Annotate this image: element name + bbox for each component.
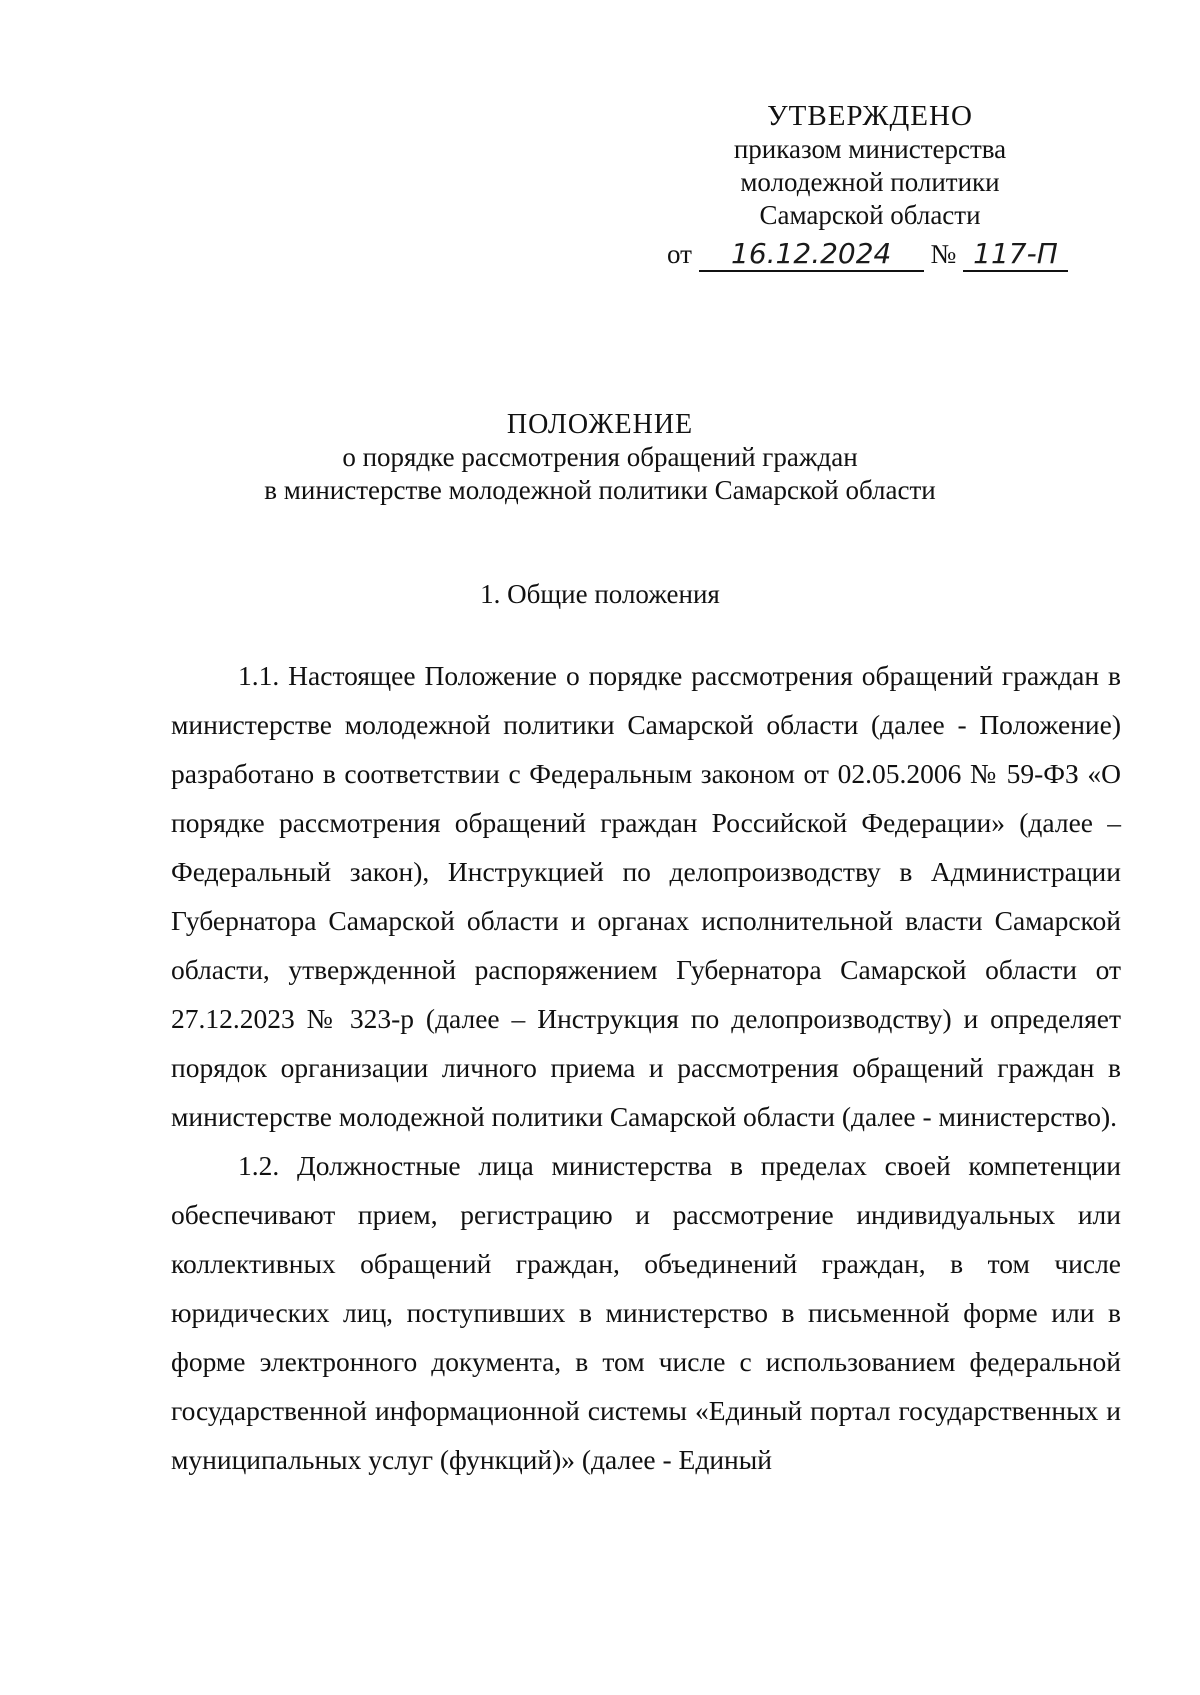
approved-label: УТВЕРЖДЕНО xyxy=(767,100,973,132)
document-subtitle-line-1: о порядке рассмотрения обращений граждан xyxy=(342,442,858,472)
handwritten-date: 16.12.2024 xyxy=(699,238,924,272)
order-reference-line xyxy=(667,232,1107,276)
document-title-block xyxy=(120,408,1080,507)
approval-line-3: Самарской области xyxy=(759,200,981,230)
document-title: ПОЛОЖЕНИЕ xyxy=(506,409,694,440)
document-body xyxy=(171,651,1121,1484)
approval-stamp-block xyxy=(650,100,1090,232)
from-label: от xyxy=(667,239,692,269)
document-subtitle-line-2: в министерстве молодежной политики Самарской области xyxy=(264,475,936,505)
number-label: № xyxy=(930,239,957,269)
approval-line-2: молодежной политики xyxy=(740,167,1000,197)
section-heading: 1. Общие положения xyxy=(480,579,720,609)
handwritten-order-number: 117-П xyxy=(963,238,1068,272)
approval-line-1: приказом министерства xyxy=(733,134,1007,164)
paragraph-1-1: 1.1. Настоящее Положение о порядке рассмотрения обращений граждан в министерстве молодежной политики Самарской области (далее - Положение) разработано в соответствии с Федеральным законом от 02.05.2006 № 59-ФЗ «О порядке рассмотрения обращений граждан Российской Федерации» (далее – Федеральный закон), Инструкцией по делопроизводству в Администрации Губернатора Самарской области и органах исполнительной власти Самарской области, утвержденной распоряжением Губернатора Самарской области от 27.12.2023 № 323-р (далее – Инструкция по делопроизводству) и определяет порядок организации личного приема и рассмотрения обращений граждан в министерстве молодежной политики Самарской области (далее - министерство). xyxy=(171,660,1121,1132)
paragraph-1-2: 1.2. Должностные лица министерства в пределах своей компетенции обеспечивают прием, регистрацию и рассмотрение индивидуальных или коллективных обращений граждан, объединений граждан, в том числе юридических лиц, поступивших в министерство в письменной форме или в форме электронного документа, в том числе с использованием федеральной государственной информационной системы «Единый портал государственных и муниципальных услуг (функций)» (далее - Единый xyxy=(171,1150,1121,1475)
